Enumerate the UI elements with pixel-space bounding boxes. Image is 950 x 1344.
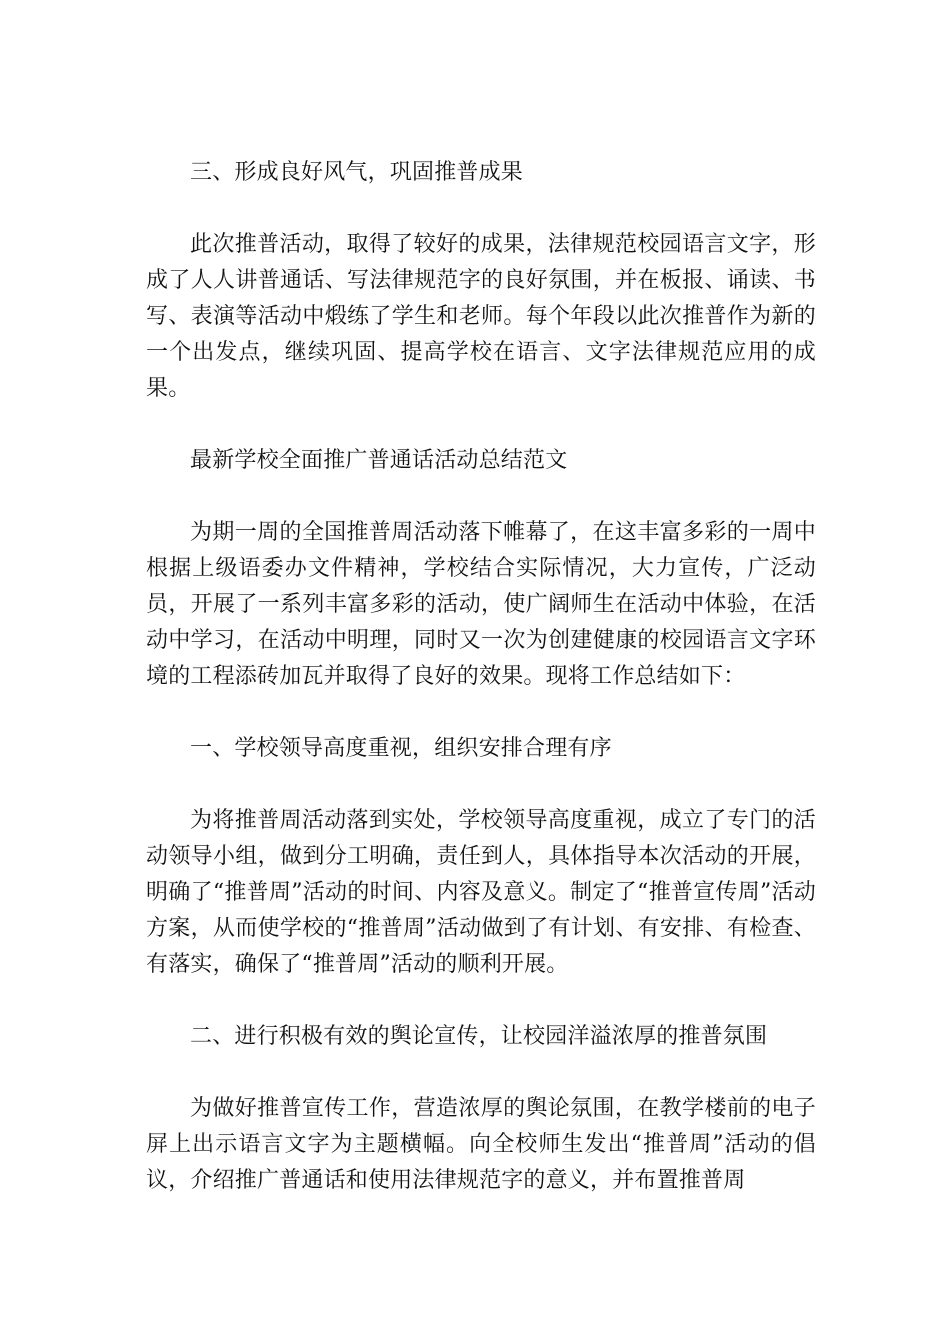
document-title: 最新学校全面推广普通话活动总结范文 <box>190 448 568 473</box>
section-heading-3: 三、形成良好风气，巩固推普成果 <box>190 160 524 185</box>
section-heading-2: 二、进行积极有效的舆论宣传，让校园洋溢浓厚的推普氛围 <box>190 1024 768 1049</box>
paragraph: 为期一周的全国推普周活动落下帷幕了，在这丰富多彩的一周中根据上级语委办文件精神，学校结合实际情况，大力宣传，广泛动员，开展了一系列丰富多彩的活动，使广阔师生在活动中体验，在活动中学习，在活动中明理，同时又一次为创建健康的校园语言文字环境的工程添砖加瓦并取得了良好的效果。现将工作总结如下： <box>146 520 816 689</box>
document-body <box>146 155 816 1235</box>
paragraph: 为将推普周活动落到实处，学校领导高度重视，成立了专门的活动领导小组，做到分工明确，责任到人，具体指导本次活动的开展，明确了“推普周”活动的时间、内容及意义。制定了“推普宣传周”活动方案，从而使学校的“推普周”活动做到了有计划、有安排、有检查、有落实，确保了“推普周”活动的顺利开展。 <box>146 808 816 977</box>
section-heading-1: 一、学校领导高度重视，组织安排合理有序 <box>190 736 612 761</box>
paragraph: 为做好推普宣传工作，营造浓厚的舆论氛围，在教学楼前的电子屏上出示语言文字为主题横幅。向全校师生发出“推普周”活动的倡议，介绍推广普通话和使用法律规范字的意义，并布置推普周 <box>146 1096 816 1193</box>
paragraph: 此次推普活动，取得了较好的成果，法律规范校园语言文字，形成了人人讲普通话、写法律规范字的良好氛围，并在板报、诵读、书写、表演等活动中煅练了学生和老师。每个年段以此次推普作为新的一个出发点，继续巩固、提高学校在语言、文字法律规范应用的成果。 <box>146 232 816 401</box>
